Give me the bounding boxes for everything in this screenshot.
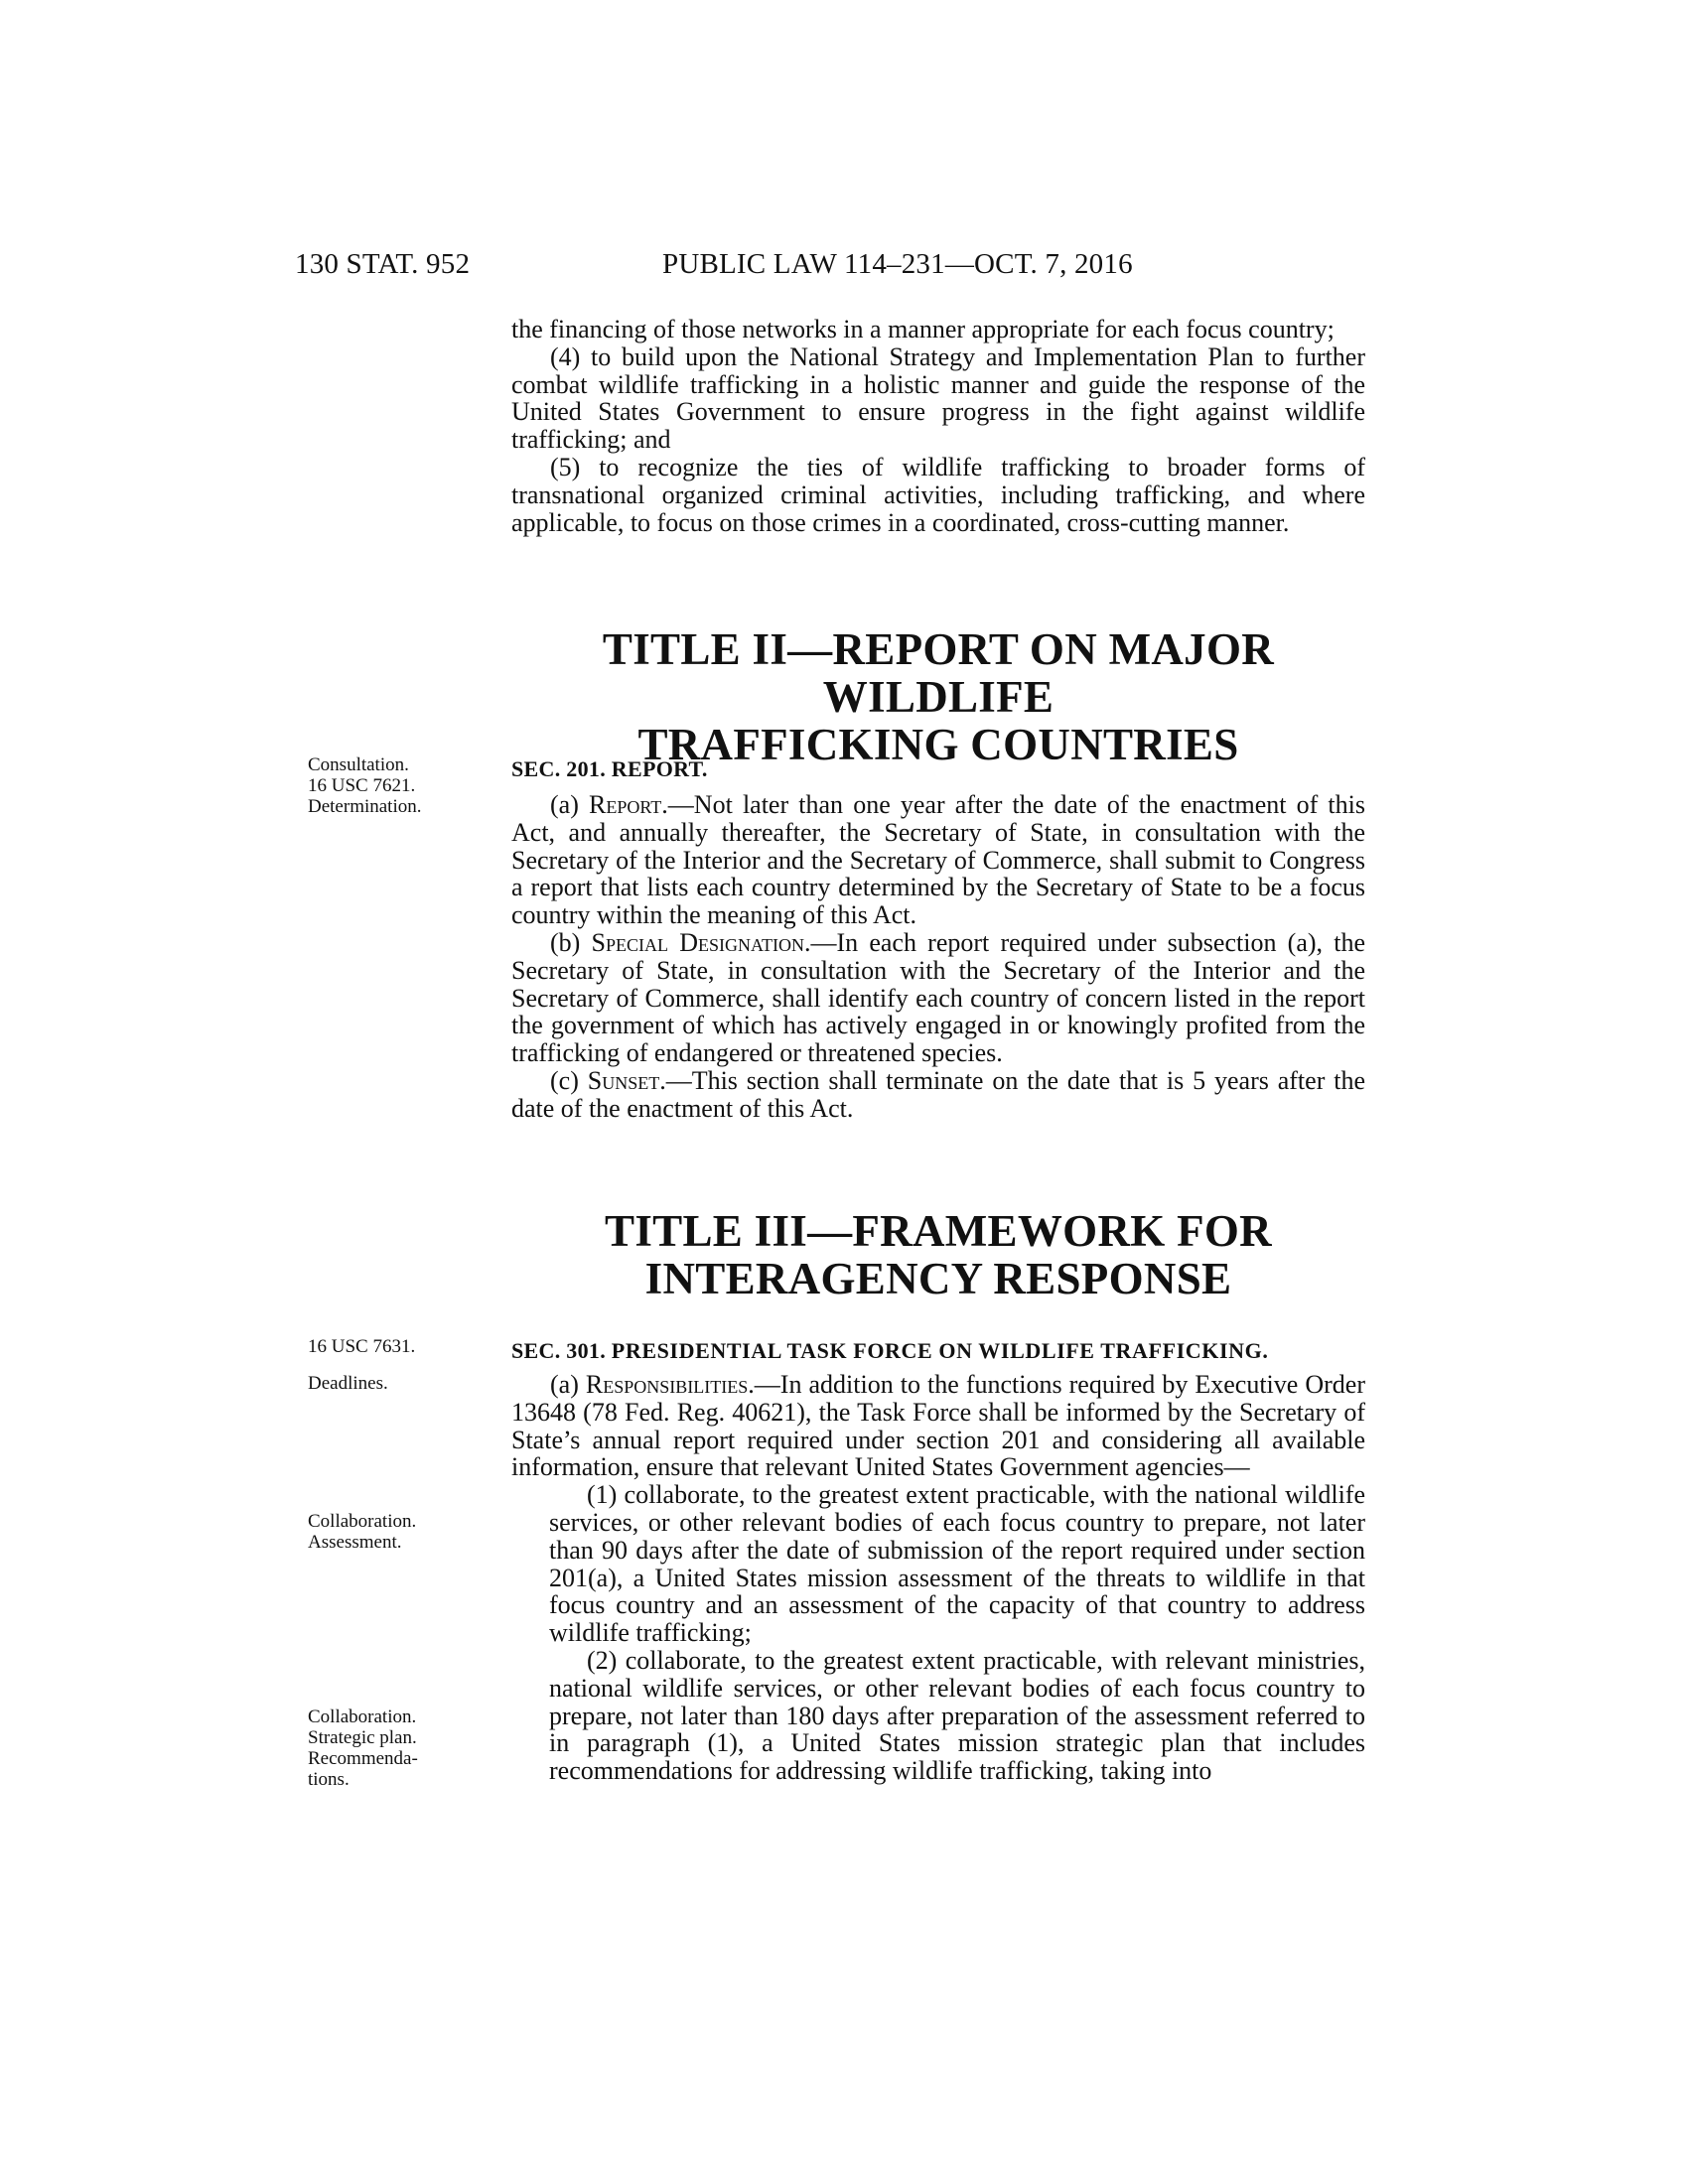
margin-notes-collaboration-assessment <box>308 1511 416 1553</box>
title-iii-line-2: INTERAGENCY RESPONSE <box>644 1254 1232 1303</box>
margin-note: Collaboration. <box>308 1706 417 1727</box>
subsection-text: —In each report required under subsection (a), the Secretary of State, in consultation with the Secretary of the Interior and the Secretary of Commerce, shall identify each country of concern listed in the report the government of which has actively engaged in or knowingly profited from the trafficking of endangered or threatened species. <box>511 927 1365 1068</box>
running-title: PUBLIC LAW 114–231—OCT. 7, 2016 <box>662 248 1133 280</box>
paragraph-5: (5) to recognize the ties of wildlife trafficking to broader forms of transnational organized criminal activities, including trafficking, and where applicable, to focus on those crimes in a coordinated, cross-cutting manner. <box>511 452 1365 537</box>
intro-block <box>511 316 1365 536</box>
subsection-a <box>511 1371 1365 1481</box>
continued-paragraph: the financing of those networks in a manner appropriate for each focus country; <box>511 315 1335 343</box>
title-iii-line-1: TITLE III—FRAMEWORK FOR <box>605 1206 1272 1256</box>
section-title: PRESIDENTIAL TASK FORCE ON WILDLIFE TRAFFICKING. <box>611 1338 1269 1363</box>
page-reference: 130 STAT. 952 <box>295 248 471 280</box>
margin-note-usc-7631: 16 USC 7631. <box>308 1336 416 1357</box>
title-iii-heading <box>501 1207 1375 1302</box>
subsection-c <box>511 1067 1365 1123</box>
margin-note: 16 USC 7621. <box>308 775 416 796</box>
margin-notes-collaboration-strategic-plan <box>308 1706 418 1790</box>
margin-note-deadlines: Deadlines. <box>308 1373 388 1394</box>
paragraph-2: (2) collaborate, to the greatest extent practicable, with relevant ministries, national wildlife services, or other relevant bodies of each focus country to prepare, not later than 180 days after preparation of the assessment referred to in paragraph (1), a United States mission strategic plan that includes recommendations for addressing wildlife trafficking, taking into <box>549 1645 1365 1786</box>
margin-note: Consultation. <box>308 754 409 775</box>
margin-note: Recommenda- <box>308 1748 418 1769</box>
margin-note: tions. <box>308 1769 350 1790</box>
subsection-label: (b) <box>550 927 592 957</box>
subsection-heading: Special Designation. <box>591 927 811 957</box>
subsection-heading: Sunset. <box>587 1065 666 1095</box>
subsection-heading: Responsibilities. <box>585 1370 755 1399</box>
title-ii-heading <box>501 625 1375 768</box>
section-number: SEC. 301. <box>511 1338 612 1363</box>
margin-note: Assessment. <box>308 1532 402 1553</box>
margin-note: Determination. <box>308 796 422 817</box>
subsection-a <box>511 791 1365 929</box>
paragraph-4: (4) to build upon the National Strategy and Implementation Plan to further combat wildlife trafficking in a holistic manner and guide the response of the United States Government to ensure progress in the fight against wildlife trafficking; and <box>511 341 1365 455</box>
subsection-label: (a) <box>550 790 590 819</box>
subsection-heading: Report. <box>589 790 668 819</box>
margin-note: Collaboration. <box>308 1511 417 1532</box>
title-ii-line-1: TITLE II—REPORT ON MAJOR WILDLIFE <box>602 624 1275 722</box>
section-301-body <box>511 1371 1365 1785</box>
paragraph-1: (1) collaborate, to the greatest extent practicable, with the national wildlife services, or other relevant bodies of each focus country to prepare, not later than 90 days after the date of submission of the report required under section 201(a), a United States mission assessment of the threats to wildlife in that focus country and an assessment of the capacity of that country to address wildlife trafficking; <box>549 1480 1365 1648</box>
subsection-b <box>511 929 1365 1067</box>
margin-notes-sec-201 <box>308 754 422 817</box>
subsection-label: (c) <box>550 1065 588 1095</box>
title-ii-line-2: TRAFFICKING COUNTRIES <box>637 720 1239 769</box>
section-201-heading: SEC. 201. REPORT. <box>511 756 708 781</box>
subsection-text: —Not later than one year after the date of the enactment of this Act, and annually thereafter, the Secretary of State, in consultation with the Secretary of the Interior and the Secretary of Commerce, shall submit to Congress a report that lists each country determined by the Secretary of State to be a focus country within the meaning of this Act. <box>511 790 1365 930</box>
section-301-heading <box>511 1338 1365 1364</box>
subsection-text: —This section shall terminate on the date that is 5 years after the date of the enactment of this Act. <box>511 1065 1365 1123</box>
subsection-label: (a) <box>550 1370 586 1399</box>
subsection-text: —In addition to the functions required by Executive Order 13648 (78 Fed. Reg. 40621), the Task Force shall be informed by the Secretary of State’s annual report required under section 201 and considering all available information, ensure that relevant United States Government agencies— <box>511 1370 1366 1482</box>
margin-note: Strategic plan. <box>308 1727 417 1748</box>
section-201-body <box>511 791 1365 1123</box>
